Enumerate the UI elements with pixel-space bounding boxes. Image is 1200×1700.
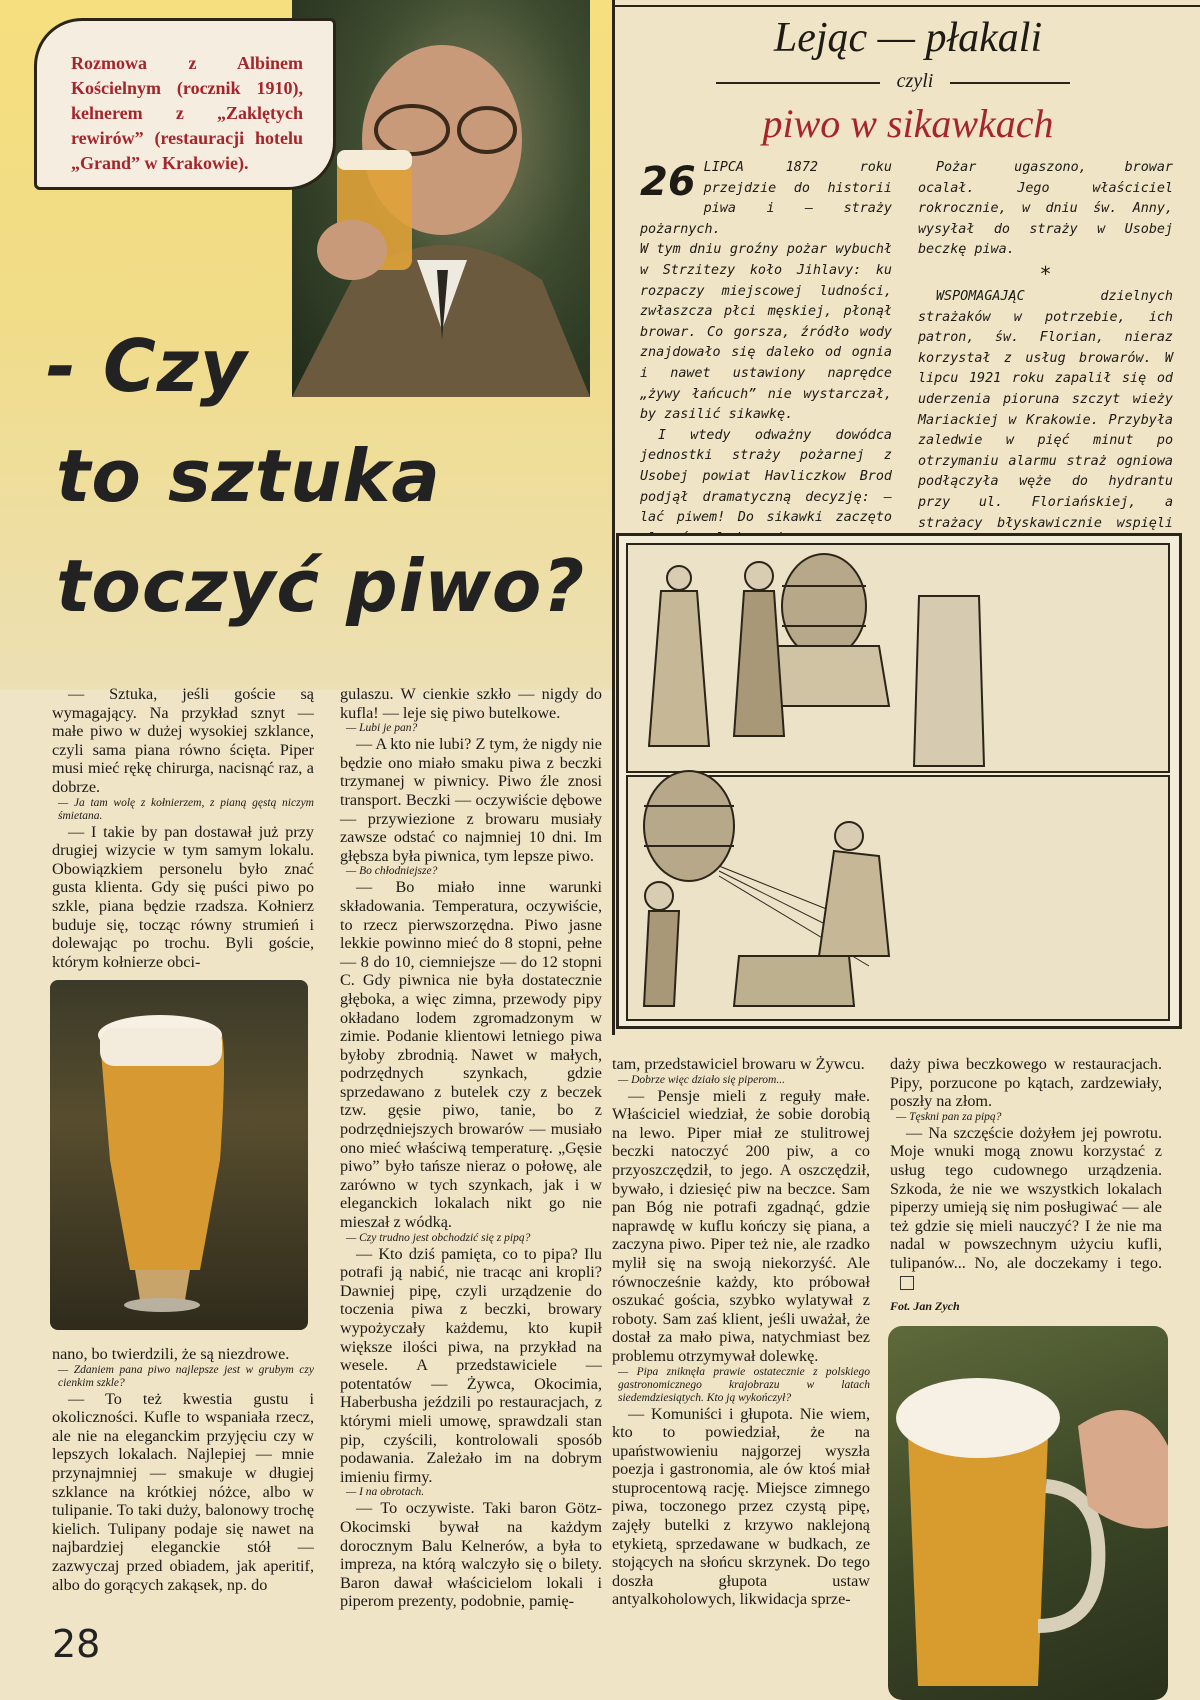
sidebar-para-2: I wtedy odważny dowódca jednostki straży pożarnej z Usobej powiat Havliczkow Brod podjął dramatyczną decyzję: — lać piwem! Do sikawki zaczęto — [640, 427, 892, 526]
col3-question: — Pipa zniknęła prawie ostatecznie z polskiego gastronomicznego krajobrazu w latach siedemdziesiątych. Kto ją wykończył? — [618, 1365, 870, 1404]
col1b-question: — Zdaniem pana piwo najlepsze jest w grubym czy cienkim szkle? — [58, 1363, 314, 1389]
col4-para-text: — Na szczęście dożyłem jej powrotu. Moje wnuki mogą znowu korzystać z usług tego cudownego urządzenia. Szkoda, że nie we wszystkich lokalach piperzy umieją się nim posługiwać — ale też gdzie się mieli nauczyć? I że nie ma nadal w powszechnym użyciu kufli, tulipanów... No, ale doczekamy i tego. — [890, 1123, 1162, 1272]
photo-beer-mug — [888, 1326, 1168, 1700]
sidebar-divider — [612, 0, 615, 1035]
title-rule-right — [950, 82, 1070, 84]
photo-beer-glass — [50, 980, 308, 1330]
col2-question: — Lubi je pan? — [346, 722, 418, 735]
col2-question: — I na obrotach. — [346, 1486, 425, 1499]
sidebar-title-mid: czyli — [896, 70, 934, 92]
headline-line-3: toczyć piwo? — [56, 544, 586, 628]
sidebar-para-3: Pożar ugaszono, browar ocalał. Jego właściciel rokrocznie, w dniu św. Anny, wysyłał do straży w Usobej beczkę piwa. — [918, 160, 1173, 258]
col1-para: — I takie by pan dostawał już przy drugiej wizycie w tym samym lokalu. Obowiązkiem personelu było znać gusta klienta. Gdy się puści piwo po szkle, piana będzie rzadsza. Kołnierz buduje się, tocząc równy strumień i dolewając po trochu. Byli goście, którym kołnierze obci- — [52, 822, 314, 971]
article-column-1 — [52, 685, 314, 971]
col2-para: — To oczywiste. Taki baron Götz-Okocimski bywał na każdym dorocznym Balu Kelnerów, a była to impreza, na którą walczyło się o bilety. Baron dawał właścicielom lokali i piperom prezenty, podobnie, pamię- — [340, 1499, 602, 1611]
col2-para: — A kto nie lubi? Z tym, że nigdy nie będzie ono miało smaku piwa z beczki trzymanej w piwnicy. Piwo źle znosi transport. Beczki — oczywiście dębowe — przywiezione z browaru musiały zawsze odstać co najmniej 10 dni. Im głębsza była piwnica, tym lepsze piwo. — [340, 735, 602, 865]
col3-question: — Dobrze więc działo się piperom... — [618, 1073, 785, 1086]
page-number: 28 — [52, 1622, 101, 1666]
col3-para: tam, przedstawiciel browaru w Żywcu. — [612, 1055, 865, 1073]
col1-para: — Sztuka, jeśli goście są wymagający. Na przykład sznyt — małe piwo w dużej wysokiej szklance, czyli sama piana równo ścięta. Piper musi mieć rękę chirurga, nacisnąć raz, a dobrze. — [52, 685, 314, 796]
col4-question: — Tęskni pan za pipą? — [896, 1110, 1002, 1123]
sidebar-dropcap: 26 — [640, 159, 696, 205]
col2-para: — Kto dziś pamięta, co to pipa? Ilu potrafi ją nabić, nie tracąc ani kropli? Dawniej pipę, czyli urządzenie do toczenia piwa z beczki, browary wypożyczały każdemu, kto kupił większe ilości piwa, na przykład na wesele. A przedstawiciele — potentatów — Żywca, Okocimia, Haberbusha jeździli po restauracjach, z którymi mieli umowę, sprawdzali stan pip, czyścili, kontrolowali sposób podawania. Zależało im na dobrym imieniu firmy. — [340, 1244, 602, 1486]
article-column-4 — [890, 1055, 1162, 1316]
article-column-2 — [340, 685, 602, 1611]
col1b-para: nano, bo twierdzili, że są niezdrowe. — [52, 1345, 290, 1363]
col3-para: — Komuniści i głupota. Nie wiem, kto to powiedział, że na upaństwowieniu najgorzej wyszła poezja i gastronomia, ale ów ktoś miał stuprocentową rację. Miejsce zimnego piwa, toczonego przez czystą pipę, zajęły butelki z krzywo naklejoną etykietą, sprzedawane w budkach, ze stojących na słońcu skrzynek. Do tego doszła głupota ustaw antyalkoholowych, likwidacja sprze- — [612, 1404, 870, 1609]
col4-para — [890, 1124, 1162, 1291]
sidebar-title-top: Lejąc — płakali — [773, 15, 1043, 61]
sidebar-para-1: W tym dniu groźny pożar wybuchł w Strzitezy koło Jihlavy: ku rozpaczy miejscowej ludności, zwłaszcza płci męskiej, płonął browar. Co gorsza, źródło wody znajdowało się daleko od ognia i nawet ustawiony naprędce „żywy łańcuch” nie wystarczał, by zasilić sikawkę. — [640, 242, 892, 423]
col2-question: — Czy trudno jest obchodzić się z pipą? — [346, 1231, 531, 1244]
col3-para: — Pensje mieli z reguły małe. Właściciel wiedział, że sobie dorobią na lewo. Piper miał ze stulitrowej beczki natoczyć 200 piw, a co przyoszczędził, to jego. A oszczędził, bywało, i dziesięć piw na beczce. Sam pan Bóg nie potrafi zgadnąć, gdzie naprawdę w kuflu kończy się piana, a zaczyna piwo. Piper też nie, ale rzadko mylił się na swoją niekorzyść. Ale równocześnie każdy, kto próbował oszukać gościa, szybko wylatywał z roboty. Sam zaś klient, jeśli uważał, że dostał za mało piwa, natychmiast bez problemu otrzymywał dolewkę. — [612, 1086, 870, 1365]
engraving-illustration — [616, 533, 1182, 1029]
photo-elder-drinking-beer — [292, 0, 590, 397]
headline-line-1: - Czy — [46, 324, 248, 408]
article-column-1-continued — [52, 1345, 314, 1594]
sidebar-title-bottom: piwo w sikawkach — [762, 101, 1054, 146]
headline-line-2: to sztuka — [56, 434, 441, 518]
title-rule-left — [716, 82, 880, 84]
col1-question: — Ja tam wolę z kołnierzem, z pianą gęstą niczym śmietana. — [58, 796, 314, 822]
col2-para: gulaszu. W cienkie szkło — nigdy do kufla! — leje się piwo butelkowe. — [340, 685, 602, 722]
sidebar-separator-star: * — [1039, 261, 1052, 286]
sidebar-para-4: WSPOMAGAJĄC dzielnych strażaków w potrzebie, ich patron, św. Florian, nieraz korzystał z usług browarów. W lipcu 1921 roku zapalił się od uderzenia pioruna szczyt wieży Mariackiej w Krakowie. Przybyła zaledwie w pięć minut po otrzymaniu alarmu straż ogniowa podłączyła węże do hydrantu przy ul. Floriańskiej, a strażacy błyskawicznie wspięli — [918, 288, 1173, 531]
sidebar-top-rule — [614, 5, 1200, 7]
col1b-para: — To też kwestia gustu i okoliczności. Kufle to wspaniała rzecz, ale nie na eleganckim przyjęciu czy w lepszych lokalach. Najlepiej — mnie przynajmniej — smakuje w długiej szklance na krótkiej nóżce, albo w tulipanie. To taki duży, balonowy trochę kielich. Tulipany podaje się nawet na najbardziej eleganckie stół — zazwyczaj przed obiadem, jak aperitif, albo do gorących zakąsek, np. do — [52, 1389, 314, 1594]
photo-credit: Fot. Jan Zych — [890, 1299, 960, 1314]
end-of-interview-mark — [900, 1276, 914, 1290]
col4-para: daży piwa beczkowego w restauracjach. Pipy, porzucone po kątach, zardzewiały, poszły na złom. — [890, 1055, 1162, 1111]
col2-para: — Bo miało inne warunki składowania. Temperatura, oczywiście, to rzecz pierwszorzędna. Piwo jasne lekkie powinno mieć do 8 stopni, pełne — 8 do 10, ciemniejsze — do 12 stopni C. Gdy piwnica nie była dostatecznie głęboka, a więc zimna, przewody pipy okładano lodem zgromadzonym w zimie. Podanie klientowi letniego piwa byłoby zbrodnią. Nawet w małych, podrzędnych szynkach, gdzie sprzedawano z butelek czy z beczek tzw. gęsie piwo, tanie, bo z podrzędniejszych browarów — musiało ono mieć właściwą temperaturę. „Gęsie piwo” było tańsze nieraz o połowę, ale zarówno w tych szynkach, jak i w eleganckich lokalach nikt go nie mieszał z wódką. — [340, 878, 602, 1232]
article-column-3 — [612, 1055, 870, 1609]
intro-text: Rozmowa z Albinem Kościelnym (rocznik 1910), kelnerem z „Zaklętych rewirów” (restauracji hotelu „Grand” w Krakowie). — [71, 53, 303, 173]
intro-box — [34, 18, 336, 190]
sidebar-para-1-head: LIPCA 1872 roku przejdzie do historii piwa i — straży pożarnych. — [640, 160, 892, 237]
col2-question: — Bo chłodniejsze? — [346, 865, 438, 878]
